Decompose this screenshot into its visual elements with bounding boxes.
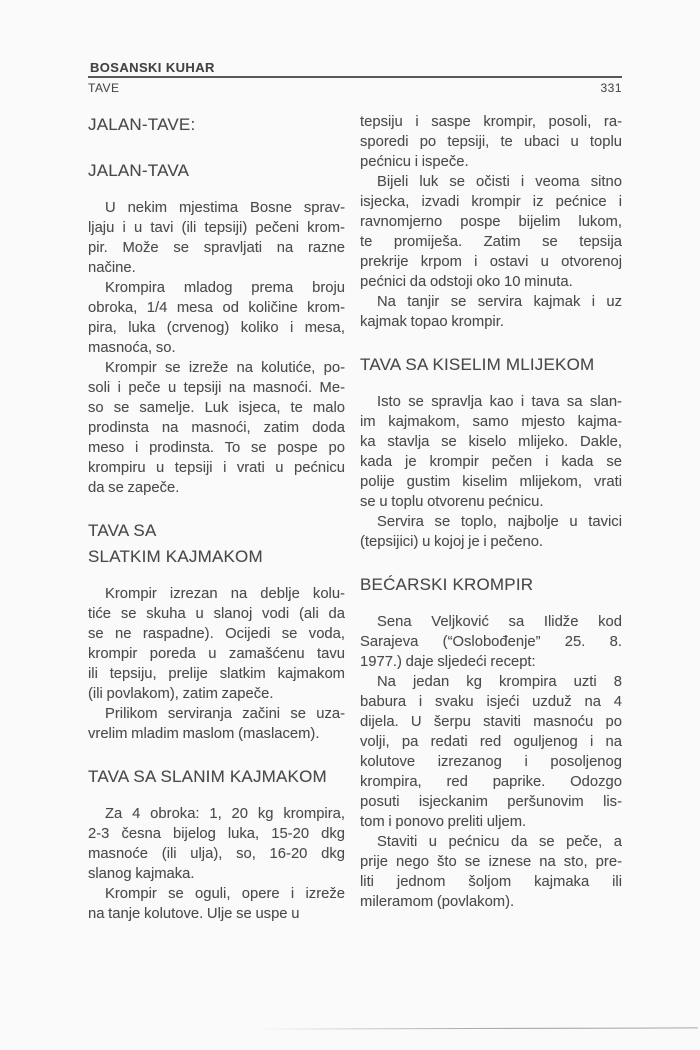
text-line: posuti isjeckanim peršunovim lis- — [360, 794, 622, 810]
text-line: Krompir se oguli, opere i izreže — [105, 886, 345, 902]
text-line: sporedi po tepsiji, te ubaci u toplu — [360, 134, 622, 150]
paragraph — [88, 884, 345, 924]
text-line: BEĆARSKI KROMPIR — [360, 575, 534, 594]
text-line: vrelim mladim maslom (maslacem). — [88, 726, 320, 742]
text-line: Bijeli luk se očisti i veoma sitno — [377, 174, 622, 190]
text-line: Staviti u pećnicu da se peče, a — [377, 834, 622, 850]
book-title: BOSANSKI KUHAR — [90, 60, 215, 75]
section-heading — [88, 764, 345, 790]
text-line: babura i svaku isjeći uzduž na 4 — [360, 694, 622, 710]
text-line: SLATKIM KAJMAKOM — [88, 547, 263, 566]
section-heading — [360, 352, 622, 378]
text-line: polije gustim kiselim mlijekom, vrati — [360, 474, 622, 490]
paragraph — [360, 112, 622, 172]
paragraph — [360, 292, 622, 332]
paragraph — [88, 804, 345, 884]
text-line: na tanje kolutove. Ulje se uspe u — [88, 906, 300, 922]
text-line: prije nego što se iznese na sto, pre- — [360, 854, 622, 870]
paragraph — [360, 512, 622, 552]
text-line: JALAN-TAVE: — [88, 115, 196, 134]
text-line: TAVA SA KISELIM MLIJEKOM — [360, 355, 595, 374]
text-line: krompira, red paprike. Odozgo — [360, 774, 622, 790]
text-line: tiće se skuha u slanoj vodi (ali da — [88, 606, 345, 622]
section-label: TAVE — [88, 81, 120, 95]
paragraph — [88, 198, 345, 278]
text-line: meso i prodinsta. To se pospe po — [88, 440, 345, 456]
right-column — [360, 112, 622, 924]
paragraph — [360, 832, 622, 912]
text-line: krompiru u tepsiji i vrati u pećnicu — [88, 460, 345, 476]
text-line: Sena Veljković sa Ilidže kod — [377, 614, 622, 630]
text-line: prekrije krpom i ostavi u otvorenoj — [360, 254, 622, 270]
text-line: kolutove izrezanog i posoljenog — [360, 754, 622, 770]
text-line: 1977.) daje sljedeći recept: — [360, 654, 536, 670]
text-line: tom i ponovo preliti uljem. — [360, 814, 527, 830]
text-line: volji, pa redati red oguljenog i na — [360, 734, 622, 750]
text-line: načine. — [88, 260, 136, 276]
text-line: prodinsta na masnoći, zatim doda — [88, 420, 345, 436]
text-line: ili tepsiju, prelije slatkim kajmakom — [88, 666, 345, 682]
text-line: Krompir se izreže na kolutiće, po- — [105, 360, 345, 376]
text-line: soli i peče u tepsiji na masnoći. Me- — [88, 380, 345, 396]
page-header — [88, 60, 622, 95]
text-line: 2-3 česna bijelog luka, 15-20 dkg — [88, 826, 345, 842]
text-line: dijela. U šerpu staviti masnoću po — [360, 714, 622, 730]
text-line: obroka, 1/4 mesa od količine krom- — [88, 300, 345, 316]
text-line: Na jedan kg krompira uzti 8 — [377, 674, 622, 690]
text-line: pir. Može se spravljati na razne — [88, 240, 345, 256]
text-line: pira, luka (crvenog) koliko i mesa, — [88, 320, 345, 336]
section-heading — [88, 518, 345, 570]
text-line: Isto se spravlja kao i tava sa slan- — [377, 394, 622, 410]
text-line: pećnicu i ispeče. — [360, 154, 469, 170]
paragraph — [360, 392, 622, 512]
text-line: (ili povlakom), zatim zapeče. — [88, 686, 274, 702]
text-line: se u toplu otvorenu pećnicu. — [360, 494, 544, 510]
text-line: krompir poreda u zamašćenu tavu — [88, 646, 345, 662]
paragraph — [360, 612, 622, 672]
text-line: TAVA SA — [88, 521, 157, 540]
text-line: JALAN-TAVA — [88, 161, 190, 180]
paragraph — [88, 704, 345, 744]
header-rule — [88, 76, 622, 78]
text-line: masnoće (ili ulja), so, 16-20 dkg — [88, 846, 345, 862]
text-line: se ne raspadne). Ocijedi se voda, — [88, 626, 345, 642]
text-line: Servira se toplo, najbolje u tavici — [377, 514, 622, 530]
section-heading — [88, 112, 345, 138]
text-line: da se zapeče. — [88, 480, 180, 496]
text-line: te promiješa. Zatim se tepsija — [360, 234, 622, 250]
text-line: ka stavlja se kiselo mlijeko. Dakle, — [360, 434, 622, 450]
page-number: 331 — [600, 81, 622, 95]
text-line: im kajmakom, samo mjesto kajma- — [360, 414, 622, 430]
paragraph — [88, 584, 345, 704]
text-line: liti jednom šoljom kajmaka ili — [360, 874, 622, 890]
running-head — [88, 81, 622, 95]
text-line: Za 4 obroka: 1, 20 kg krompira, — [105, 806, 345, 822]
text-line: masnoća, so. — [88, 340, 176, 356]
paragraph — [88, 358, 345, 498]
page-content — [88, 112, 622, 924]
text-line: so se samelje. Luk isjeca, te malo — [88, 400, 345, 416]
text-line: Na tanjir se servira kajmak i uz — [377, 294, 622, 310]
text-line: mileramom (povlakom). — [360, 894, 515, 910]
text-line: Krompira mladog prema broju — [105, 280, 345, 296]
text-line: (tepsijici) u kojoj je i pečeno. — [360, 534, 544, 550]
paragraph — [88, 278, 345, 358]
text-line: tepsiju i saspe krompir, posoli, ra- — [360, 114, 622, 130]
text-line: slanog kajmaka. — [88, 866, 195, 882]
text-line: Prilikom serviranja začini se uza- — [105, 706, 345, 722]
text-line: kada je krompir pečen i kada se — [360, 454, 622, 470]
section-heading — [360, 572, 622, 598]
text-line: Krompir izrezan na deblje kolu- — [105, 586, 345, 602]
text-line: U nekim mjestima Bosne sprav- — [105, 200, 345, 216]
text-line: ljaju i u tavi (ili tepsiji) pečeni krom- — [88, 220, 345, 236]
text-line: kajmak topao krompir. — [360, 314, 504, 330]
text-line: ravnomjerno pospe bijelim lukom, — [360, 214, 622, 230]
text-line: isjecka, izvadi krompir iz pećnice i — [360, 194, 622, 210]
text-line: TAVA SA SLANIM KAJMAKOM — [88, 767, 327, 786]
paragraph — [360, 672, 622, 832]
text-line: pećnici da odstoji oko 10 minuta. — [360, 274, 573, 290]
paragraph — [360, 172, 622, 292]
section-heading — [88, 158, 345, 184]
scan-edge-artifact-line — [255, 1027, 698, 1029]
left-column — [88, 112, 345, 924]
text-line: Sarajeva (“Oslobođenje” 25. 8. — [360, 634, 622, 650]
